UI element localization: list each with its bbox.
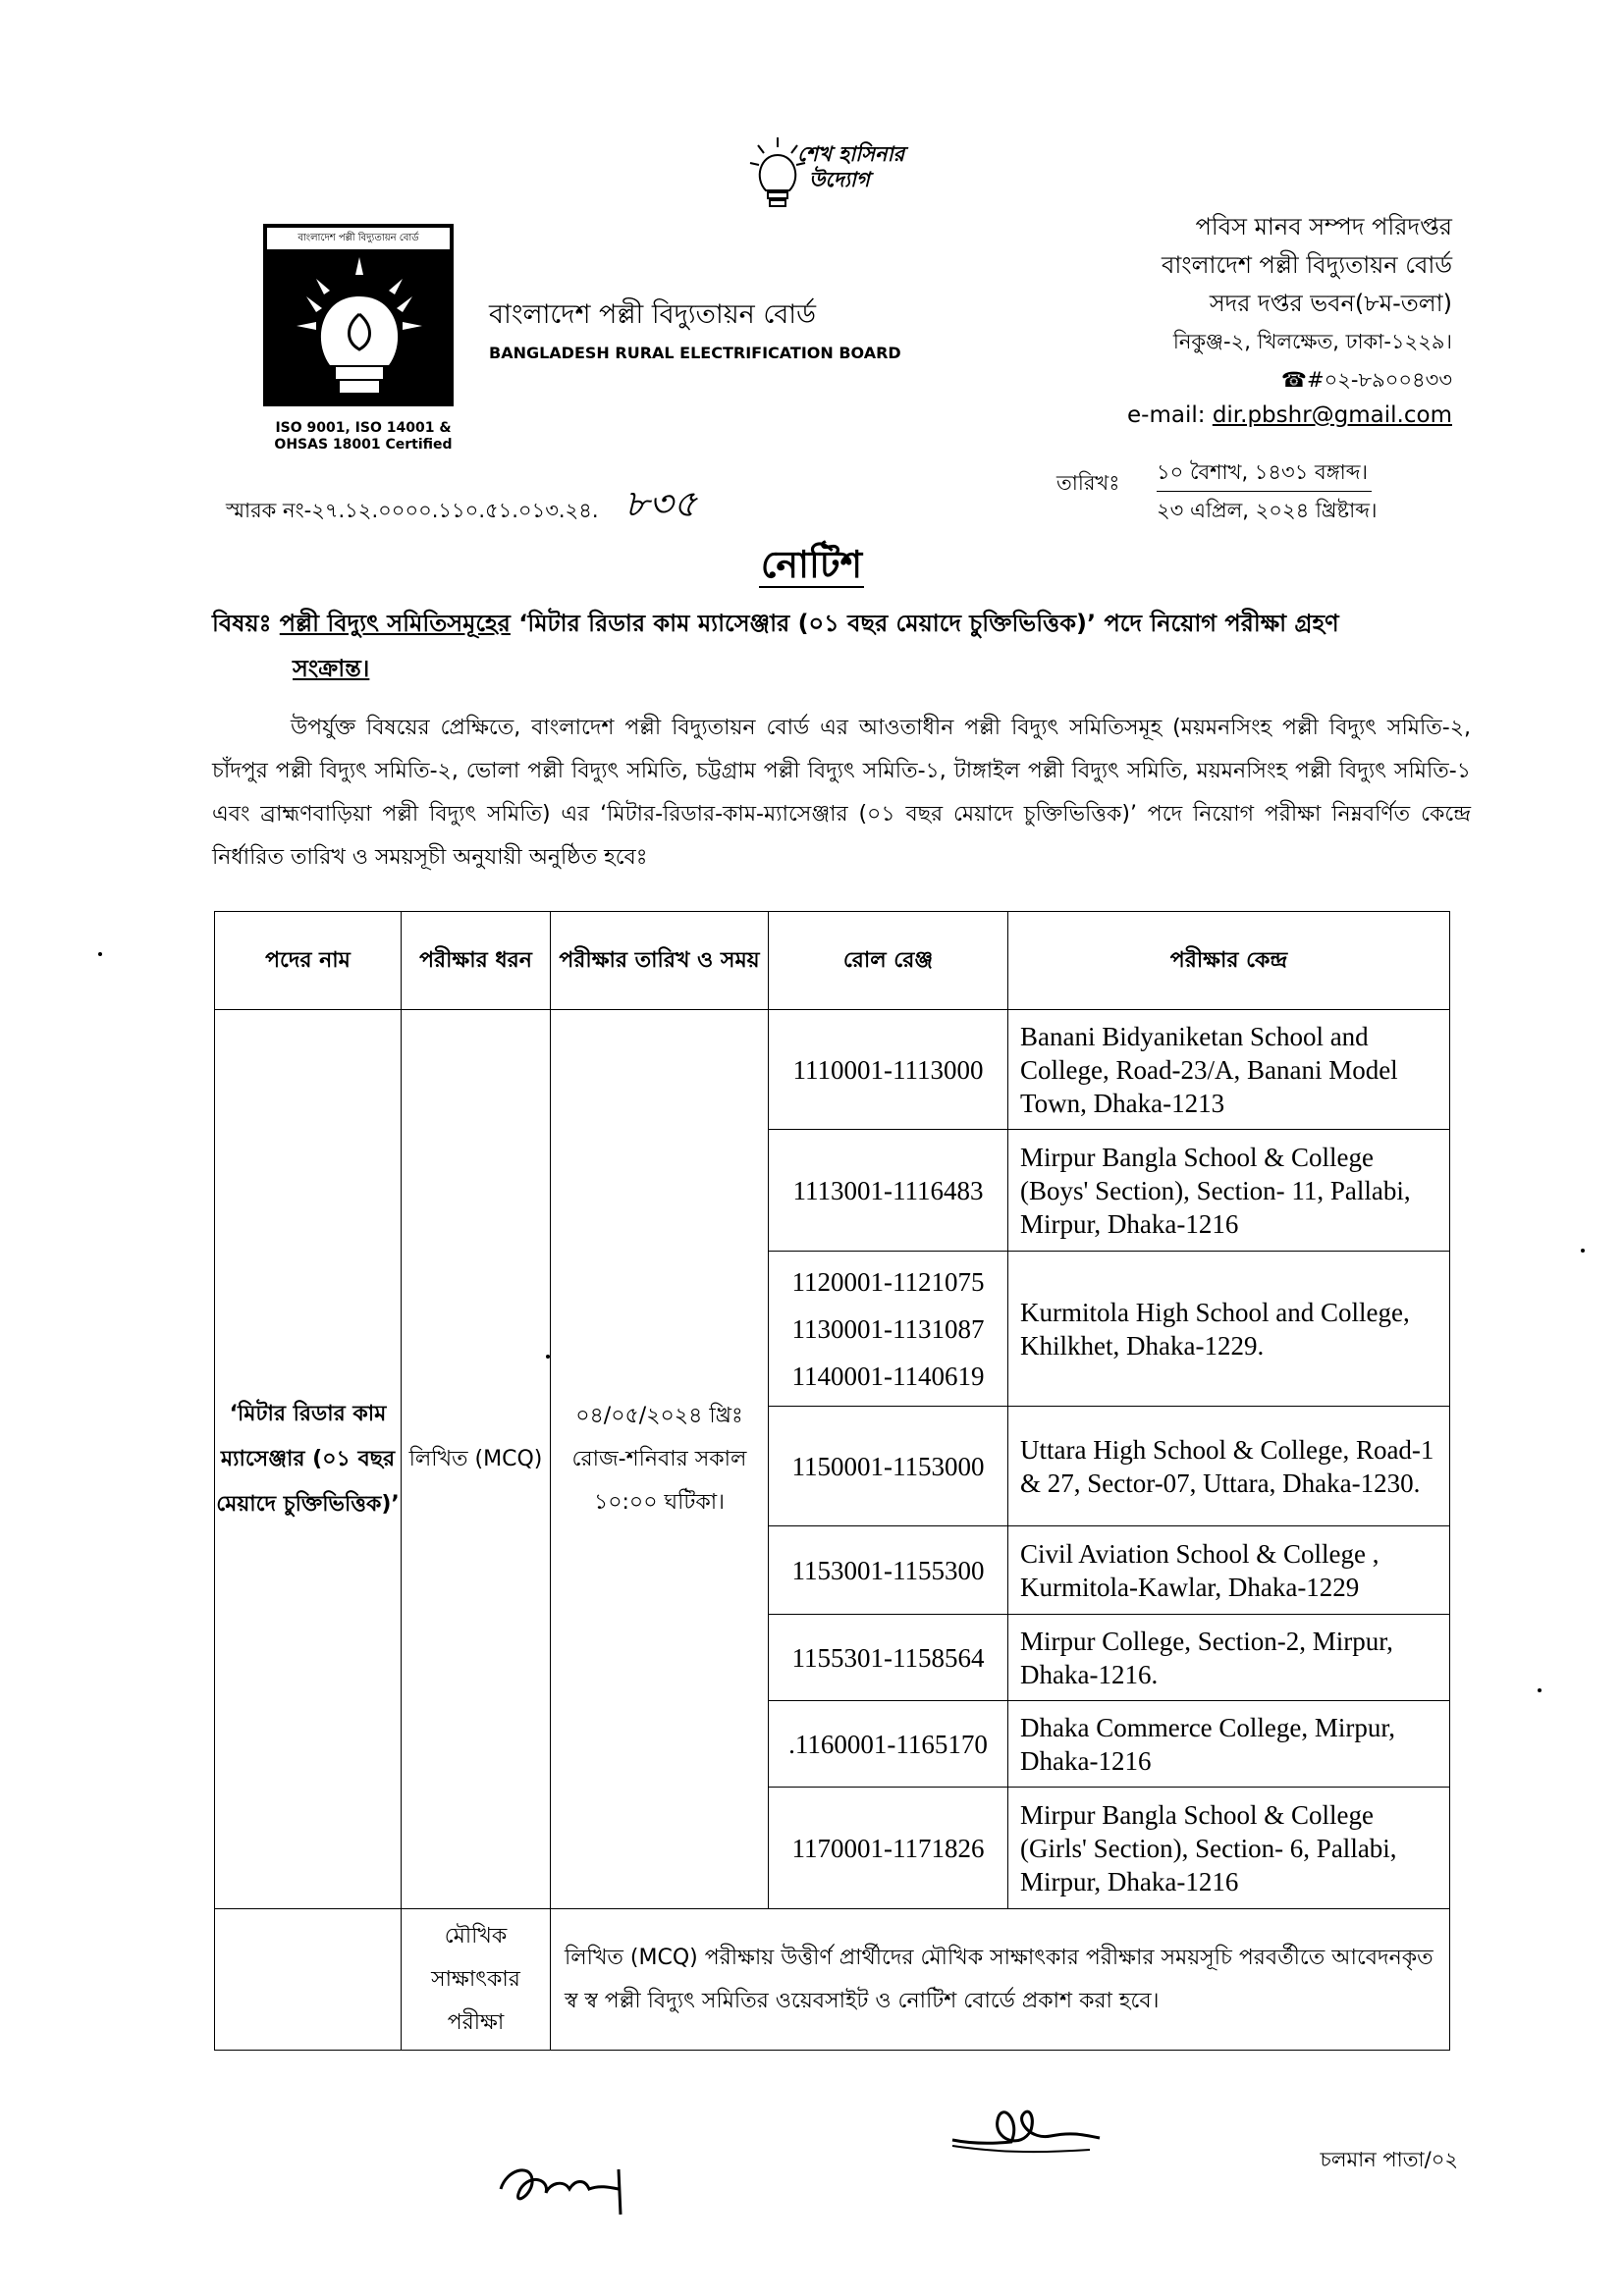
roll-range: 1110001-1113000 xyxy=(769,1010,1008,1130)
subject-part3: সংক্রান্ত। xyxy=(293,655,370,682)
header-exam-center: পরীক্ষার কেন্দ্র xyxy=(1008,912,1450,1010)
scan-speck xyxy=(98,952,102,956)
exam-center: Banani Bidyaniketan School and College, Road-23/A, Banani Model Town, Dhaka-1213 xyxy=(1008,1010,1450,1130)
iso-text: ISO 9001, ISO 14001 & OHSAS 18001 Certified xyxy=(274,420,453,453)
officer-signature xyxy=(933,2061,1109,2160)
roll-range: 1130001-1131087 xyxy=(791,1313,985,1344)
notice-title xyxy=(0,536,1623,599)
email-label: e-mail: xyxy=(1127,402,1213,428)
roll-range: .1160001-1165170 xyxy=(769,1701,1008,1788)
iso-certification xyxy=(245,420,481,454)
post-name: ‘মিটার রিডার কাম ম্যাসেঞ্জার (০১ বছর মেয়াদে চুক্তিভিত্তিক)’ xyxy=(215,1010,402,1909)
org-name-bangla: বাংলাদেশ পল্লী বিদ্যুতায়ন বোর্ড xyxy=(489,299,816,330)
exam-schedule-table xyxy=(214,911,1450,2051)
memo-handwritten-number: ৮৩৫ xyxy=(624,482,698,525)
subject-part1: পল্লী বিদ্যুৎ সমিতিসমূহের xyxy=(279,610,511,637)
address-line4: নিকুঞ্জ-২, খিলক্ষেত, ঢাকা-১২২৯। xyxy=(1172,330,1452,353)
subject-part2: ‘মিটার রিডার কাম ম্যাসেঞ্জার (০১ বছর মেয়াদে চুক্তিভিত্তিক)’ পদে নিয়োগ পরীক্ষা গ্রহণ xyxy=(510,610,1339,637)
table-row-oral xyxy=(215,1909,1450,2051)
scan-speck xyxy=(1581,1249,1585,1253)
roll-range: 1113001-1116483 xyxy=(769,1130,1008,1252)
address-phone: ☎#০২-৮৯০০৪৩৩ xyxy=(1280,368,1452,392)
slogan-line1: শেখ হাসিনার xyxy=(797,142,905,166)
roll-range: 1120001-1121075 xyxy=(791,1266,985,1297)
address-line3: সদর দপ্তর ভবন(৮ম-তলা) xyxy=(1209,290,1452,317)
header-roll-range: রোল রেঞ্জ xyxy=(769,912,1008,1010)
bulb-emblem-icon xyxy=(257,218,461,410)
exam-time: ০৪/০৫/২০২৪ খ্রিঃ রোজ-শনিবার সকাল ১০:০০ ঘটিকা। xyxy=(551,1010,769,1909)
address-block xyxy=(1162,208,1452,400)
initial-signature xyxy=(491,2150,658,2228)
exam-center: Mirpur Bangla School & College (Boys' Section), Section- 11, Pallabi, Mirpur, Dhaka-1216 xyxy=(1008,1130,1450,1252)
org-logo: বাংলাদেশ পল্লী বিদ্যুতায়ন বোর্ড xyxy=(257,218,461,410)
exam-type: লিখিত (MCQ) xyxy=(402,1010,551,1909)
exam-center: Dhaka Commerce College, Mirpur, Dhaka-1216 xyxy=(1008,1701,1450,1788)
subject-line xyxy=(212,601,1469,691)
table-row xyxy=(215,1010,1450,1130)
email-line xyxy=(1127,402,1452,428)
date-block xyxy=(1157,454,1377,529)
email-link[interactable]: dir.pbshr@gmail.com xyxy=(1212,402,1452,428)
address-line2: বাংলাদেশ পল্লী বিদ্যুতায়ন বোর্ড xyxy=(1161,251,1452,279)
roll-range: 1153001-1155300 xyxy=(769,1526,1008,1615)
roll-range: 1155301-1158564 xyxy=(769,1615,1008,1701)
exam-center: Uttara High School & College, Road-1 & 27, Sector-07, Uttara, Dhaka-1230. xyxy=(1008,1407,1450,1526)
subject-label: বিষয়ঃ xyxy=(212,610,280,637)
exam-center: Civil Aviation School & College , Kurmitola-Kawlar, Dhaka-1229 xyxy=(1008,1526,1450,1615)
date-bangla: ১০ বৈশাখ, ১৪৩১ বঙ্গাব্দ। xyxy=(1157,454,1372,492)
exam-center: Kurmitola High School and College, Khilkhet, Dhaka-1229. xyxy=(1008,1252,1450,1407)
body-paragraph: উপর্যুক্ত বিষয়ের প্রেক্ষিতে, বাংলাদেশ পল্লী বিদ্যুতায়ন বোর্ড এর আওতাধীন পল্লী বিদ্যুৎ সমিতিসমূহ (ময়মনসিংহ পল্লী বিদ্যুৎ সমিতি-২, চাঁদপুর পল্লী বিদ্যুৎ সমিতি-২, ভোলা পল্লী বিদ্যুৎ সমিতি, চট্টগ্রাম পল্লী বিদ্যুৎ সমিতি-১, টাঙ্গাইল পল্লী বিদ্যুৎ সমিতি, ময়মনসিংহ পল্লী বিদ্যুৎ সমিতি-১ এবং ব্রাহ্মণবাড়িয়া পল্লী বিদ্যুৎ সমিতি) এর ‘মিটার-রিডার-কাম-ম্যাসেঞ্জার (০১ বছর মেয়াদে চুক্তিভিত্তিক)’ পদে নিয়োগ পরীক্ষা নিম্নবর্ণিত কেন্দ্রে নির্ধারিত তারিখ ও সময়সূচী অনুযায়ী অনুষ্ঠিত হবেঃ xyxy=(212,716,1471,870)
continued-page-note: চলমান পাতা/০২ xyxy=(1320,2148,1458,2171)
header-post: পদের নাম xyxy=(215,912,402,1010)
oral-exam-note: লিখিত (MCQ) পরীক্ষায় উত্তীর্ণ প্রার্থীদের মৌখিক সাক্ষাৎকার পরীক্ষার সময়সূচি পরবর্তীতে আবেদনকৃত স্ব স্ব পল্লী বিদ্যুৎ সমিতির ওয়েবসাইট ও নোটিশ বোর্ডে প্রকাশ করা হবে। xyxy=(551,1909,1450,2051)
exam-center: Mirpur College, Section-2, Mirpur, Dhaka-1216. xyxy=(1008,1615,1450,1701)
table-header-row xyxy=(215,912,1450,1010)
scan-speck xyxy=(1538,1688,1542,1692)
roll-range: 1170001-1171826 xyxy=(769,1788,1008,1909)
oral-exam-type: মৌখিক সাক্ষাৎকার পরীক্ষা xyxy=(402,1909,551,2051)
roll-range: 1150001-1153000 xyxy=(769,1407,1008,1526)
header-exam-time: পরীক্ষার তারিখ ও সময় xyxy=(551,912,769,1010)
org-name-english: BANGLADESH RURAL ELECTRIFICATION BOARD xyxy=(489,344,901,362)
date-label: তারিখঃ xyxy=(1056,471,1120,495)
address-line1: পবিস মানব সম্পদ পরিদপ্তর xyxy=(1195,213,1452,240)
roll-range: 1140001-1140619 xyxy=(791,1361,985,1391)
exam-center: Mirpur Bangla School & College (Girls' Section), Section- 6, Pallabi, Mirpur, Dhaka-1216 xyxy=(1008,1788,1450,1909)
roll-range-multi xyxy=(769,1252,1008,1407)
slogan-line2: উদ্যোগ xyxy=(809,168,870,191)
slogan-logo xyxy=(748,135,964,234)
memo-number: স্মারক নং-২৭.১২.০০০০.১১০.৫১.০১৩.২৪. xyxy=(226,499,599,522)
date-english: ২৩ এপ্রিল, ২০২৪ খ্রিষ্টাব্দ। xyxy=(1157,499,1378,522)
header-exam-type: পরীক্ষার ধরন xyxy=(402,912,551,1010)
scan-speck xyxy=(546,1355,550,1359)
notice-title-text: নোটিশ xyxy=(760,543,863,586)
